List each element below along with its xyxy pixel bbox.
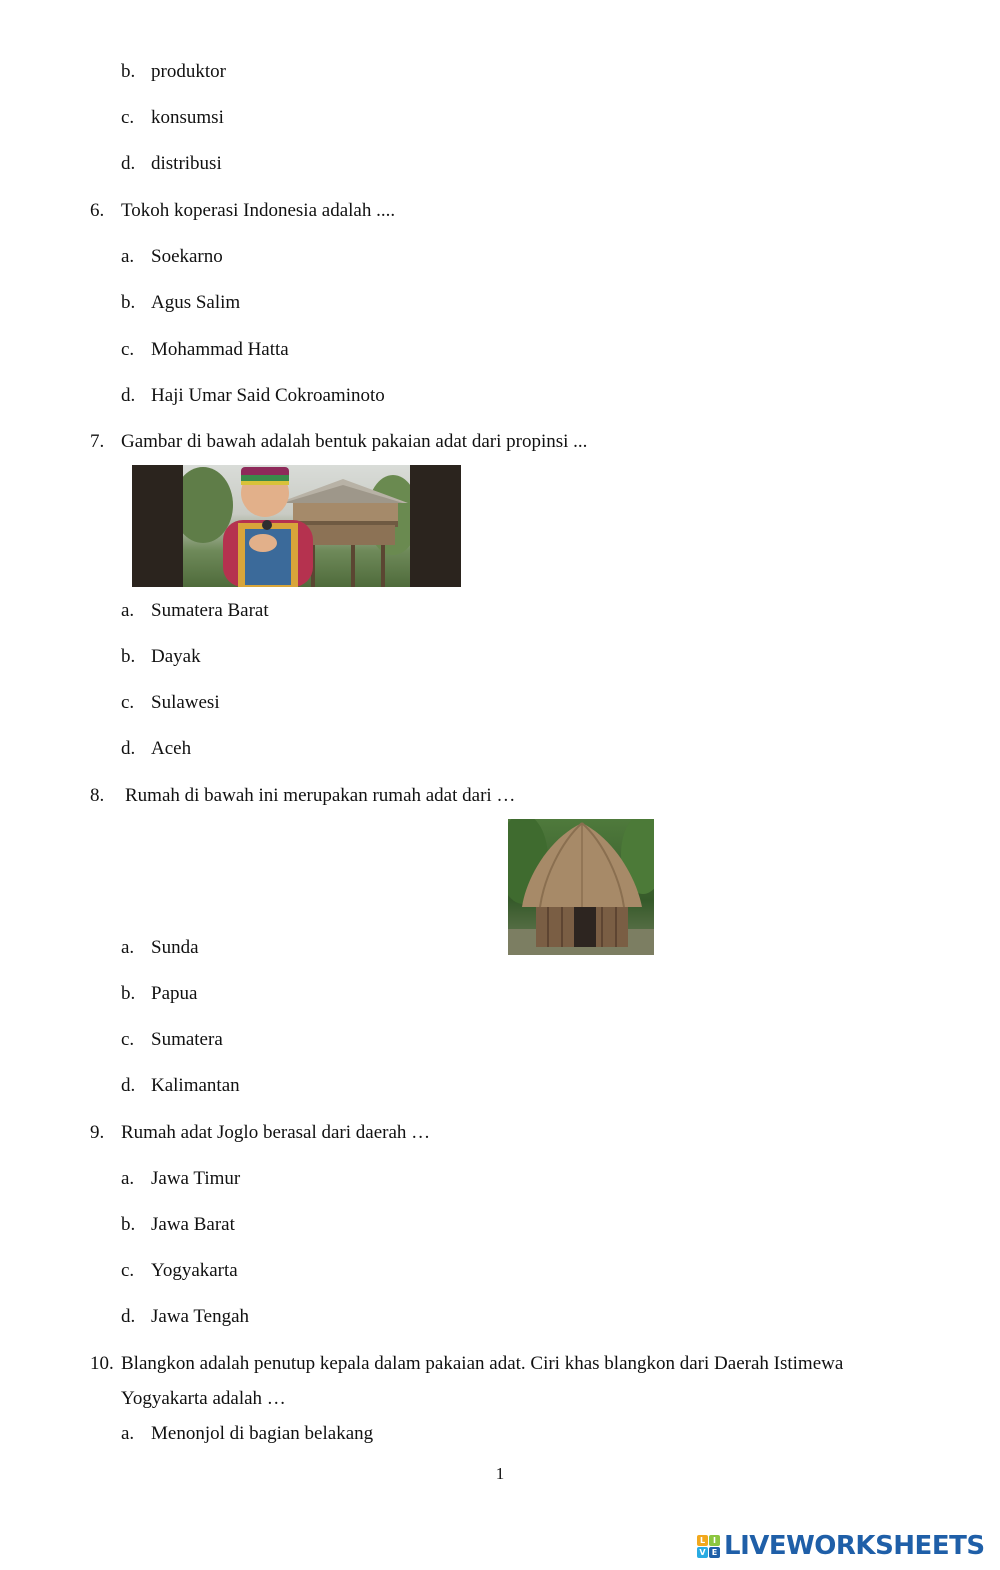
q5-option-c: c. konsumsi xyxy=(121,107,224,128)
q7-option-d: d. Aceh xyxy=(121,738,192,759)
q8-option-c: c. Sumatera xyxy=(121,1029,223,1050)
traditional-house-photo xyxy=(508,819,654,955)
q7-option-c: c. Sulawesi xyxy=(121,692,220,713)
q6-option-d: d. Haji Umar Said Cokroaminoto xyxy=(121,385,385,406)
q6-option-c: c. Mohammad Hatta xyxy=(121,339,289,360)
q8-option-d: d. Kalimantan xyxy=(121,1075,240,1096)
q8-option-a: a. Sunda xyxy=(121,937,199,958)
q7-option-b: b. Dayak xyxy=(121,646,201,667)
traditional-clothing-photo xyxy=(132,465,461,587)
liveworksheets-logo-text: LIVEWORKSHEETS xyxy=(724,1531,985,1561)
q6-question: 6. Tokoh koperasi Indonesia adalah .... xyxy=(90,200,396,221)
q9-question: 9. Rumah adat Joglo berasal dari daerah … xyxy=(90,1122,431,1143)
q9-option-c: c. Yogyakarta xyxy=(121,1260,238,1281)
q10-question-continued: Yogyakarta adalah … xyxy=(121,1388,286,1409)
q6-option-a: a. Soekarno xyxy=(121,246,223,267)
q6-option-b: b. Agus Salim xyxy=(121,292,241,313)
q9-option-b: b. Jawa Barat xyxy=(121,1214,235,1235)
q9-option-d: d. Jawa Tengah xyxy=(121,1306,250,1327)
liveworksheets-logo xyxy=(697,1531,985,1561)
q5-option-b: b. produktor xyxy=(121,61,226,82)
q9-option-a: a. Jawa Timur xyxy=(121,1168,241,1189)
q10-question: 10. Blangkon adalah penutup kepala dalam pakaian adat. Ciri khas blangkon dari Daerah Istimewa xyxy=(90,1353,844,1374)
liveworksheets-logo-icon: L I V E xyxy=(697,1535,720,1558)
q5-option-d: d. distribusi xyxy=(121,153,222,174)
q8-question: 8. Rumah di bawah ini merupakan rumah adat dari … xyxy=(90,785,516,806)
q10-option-a: a. Menonjol di bagian belakang xyxy=(121,1423,374,1444)
q8-option-b: b. Papua xyxy=(121,983,198,1004)
q7-question: 7. Gambar di bawah adalah bentuk pakaian adat dari propinsi ... xyxy=(90,431,588,452)
page-number: 1 xyxy=(495,1464,505,1483)
q7-option-a: a. Sumatera Barat xyxy=(121,600,269,621)
